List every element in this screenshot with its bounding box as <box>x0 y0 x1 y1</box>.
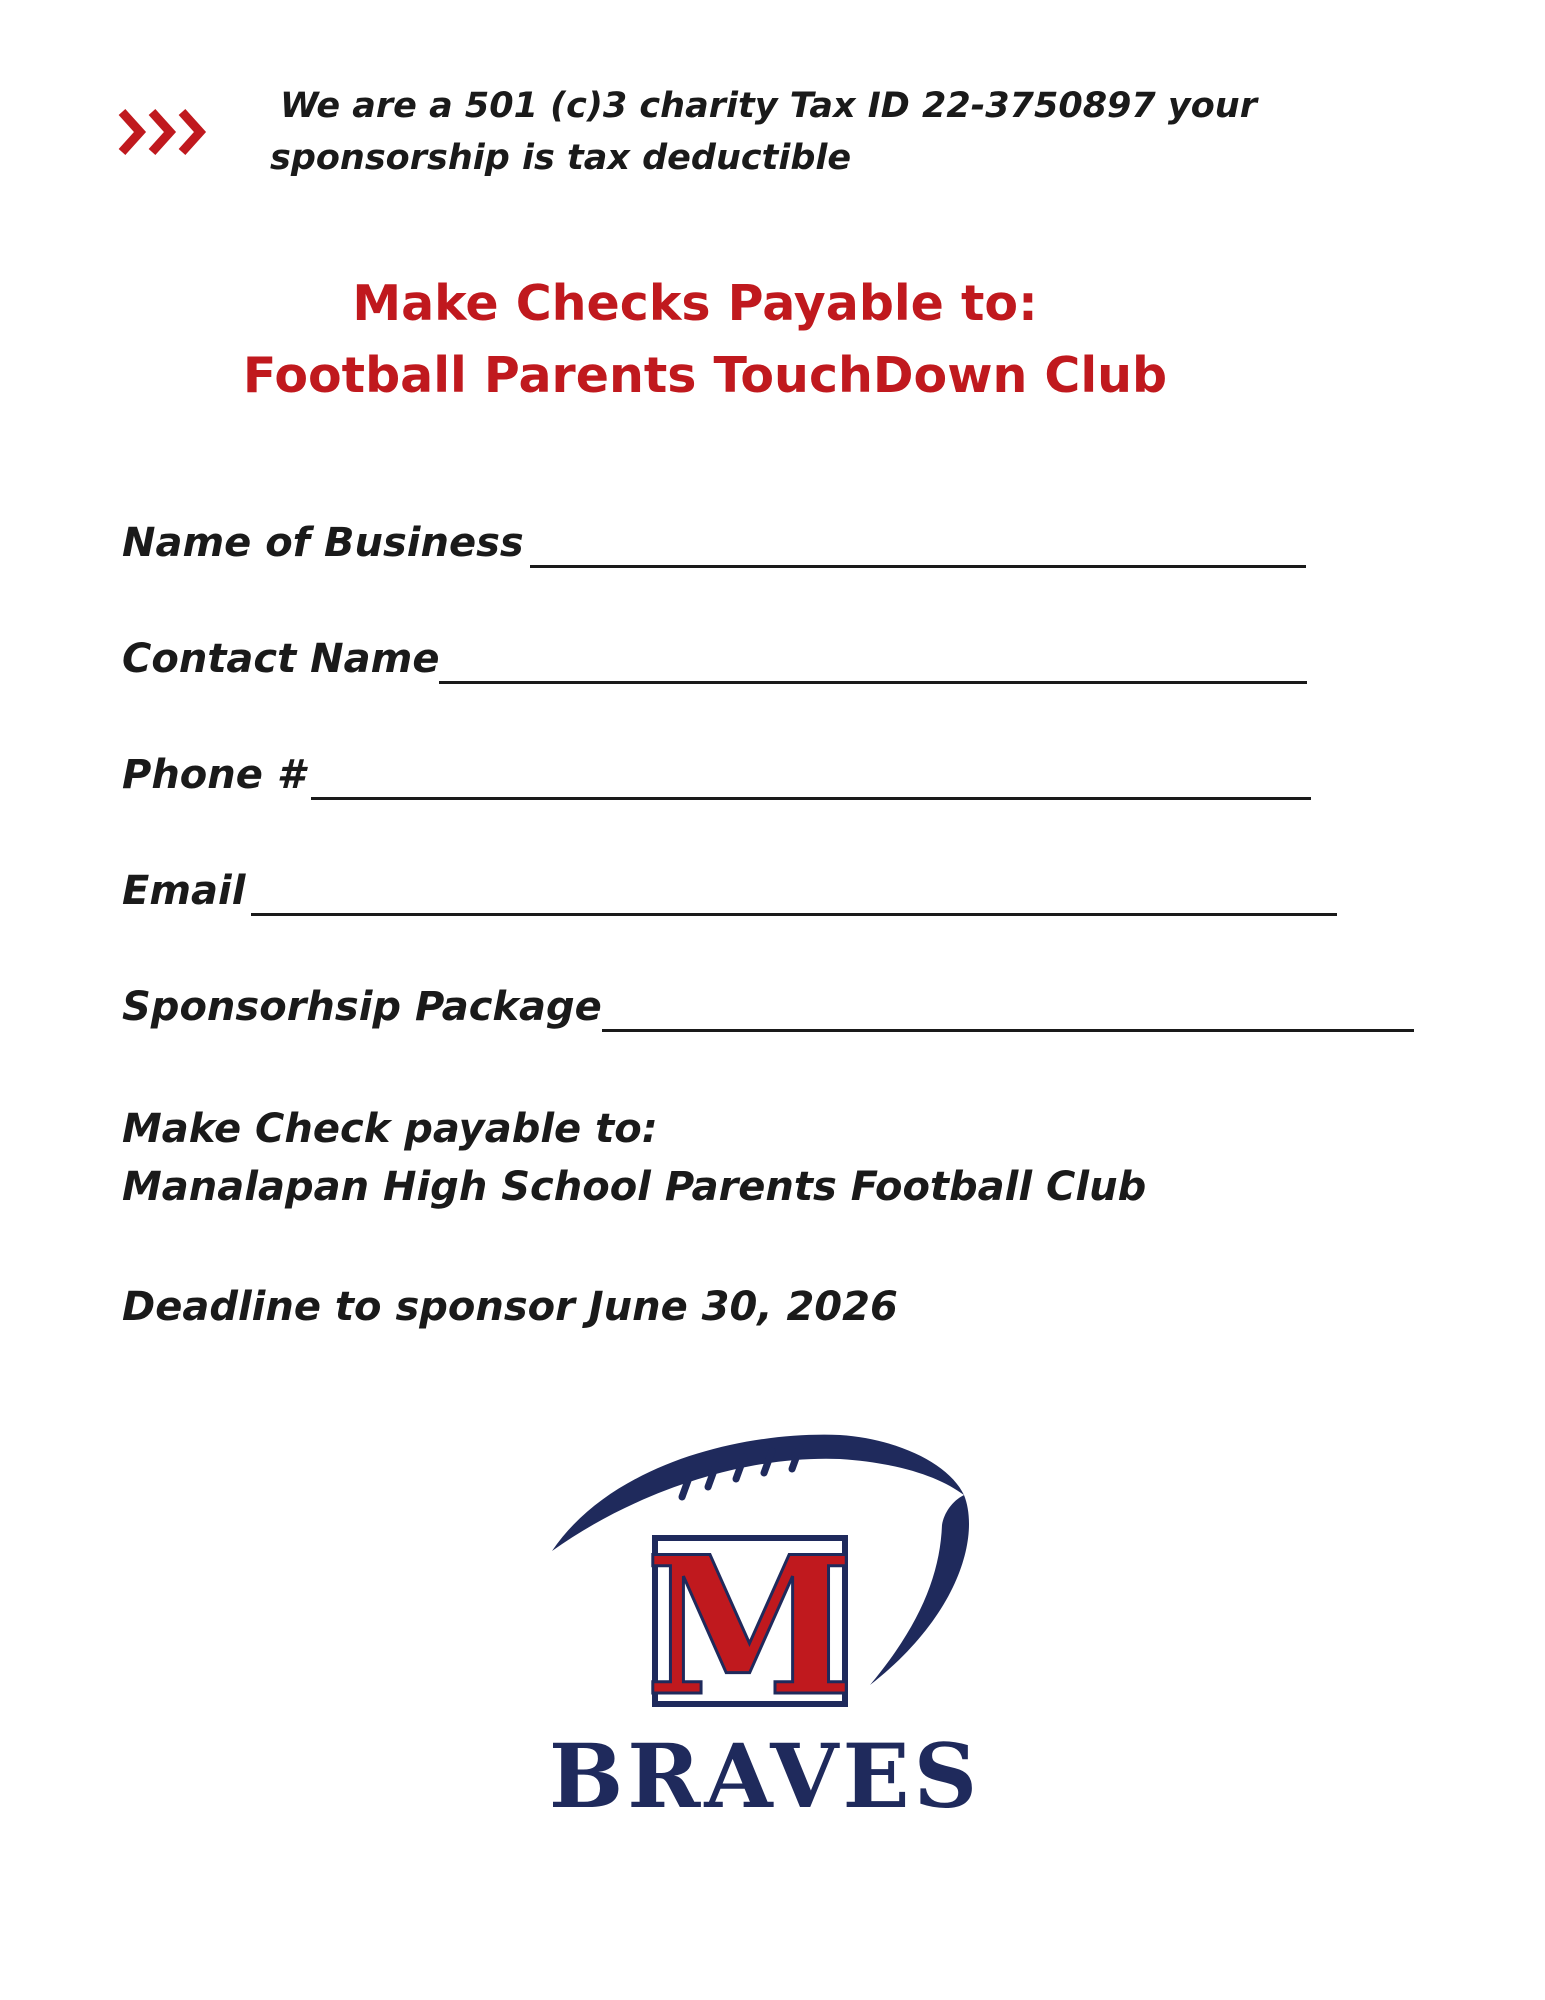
contact-name-blank[interactable] <box>439 643 1307 684</box>
tax-note-line-1: We are a 501 (c)3 charity Tax ID 22-3750897 your <box>280 86 1257 126</box>
check-payable-block <box>122 1100 1146 1216</box>
braves-football-logo <box>540 1425 1010 1825</box>
logo-letter: M <box>644 1515 856 1738</box>
chevron-arrows-icon <box>118 104 214 160</box>
field-label: Sponsorhsip Package <box>122 984 602 1030</box>
field-label: Contact Name <box>122 636 440 682</box>
contact-name-field <box>122 634 1307 684</box>
check-payable-line-2: Manalapan High School Parents Football Club <box>122 1164 1147 1210</box>
logo-team-name: BRAVES <box>548 1724 982 1825</box>
sponsorship-package-field <box>122 982 1414 1032</box>
field-label: Phone # <box>122 752 305 798</box>
business-name-blank[interactable] <box>530 527 1306 568</box>
payable-heading-line-1: Make Checks Payable to: <box>352 275 1038 332</box>
email-field <box>122 866 1337 916</box>
check-payable-line-1: Make Check payable to: <box>122 1106 658 1152</box>
deadline-text: Deadline to sponsor June 30, 2026 <box>122 1284 898 1330</box>
payable-heading-line-2: Football Parents TouchDown Club <box>242 347 1168 404</box>
phone-field <box>122 750 1311 800</box>
tax-note-line-2: sponsorship is tax deductible <box>270 138 852 178</box>
sponsorship-package-blank[interactable] <box>602 991 1414 1032</box>
payable-heading <box>0 268 1410 412</box>
email-blank[interactable] <box>251 875 1337 916</box>
field-label: Name of Business <box>122 520 524 566</box>
football-arc-right <box>870 1495 969 1685</box>
tax-deductible-note <box>270 80 1270 184</box>
field-label: Email <box>122 868 246 914</box>
phone-blank[interactable] <box>311 759 1311 800</box>
business-name-field <box>122 518 1306 568</box>
